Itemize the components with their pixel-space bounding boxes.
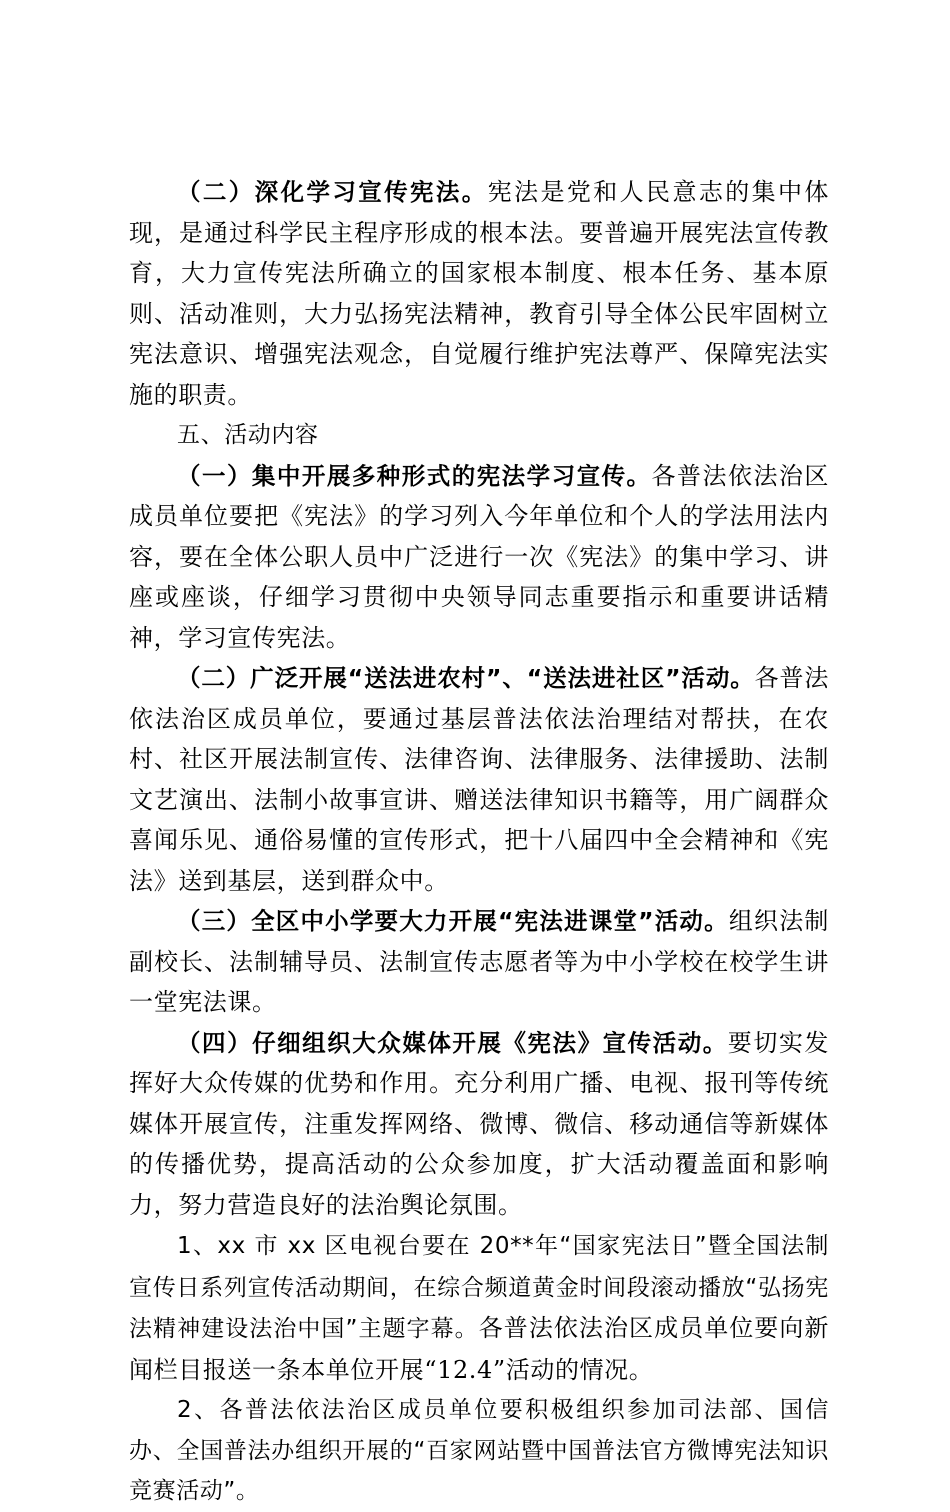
paragraph-body: 各普法依法治区成员单位，要通过基层普法依法治理结对帮扶，在农村、社区开展法制宣传、法律咨询、法律服务、法律援助、法制文艺演出、法制小故事宣讲、赠送法律知识书籍等，用广阔群众喜闻乐见、通俗易懂的宣传形式，把十八届四中全会精神和《宪法》送到基层，送到群众中。 [129,664,829,895]
paragraph-mass-media [129,1023,829,1226]
paragraph-lead: （四）仔细组织大众媒体开展《宪法》宣传活动。 [177,1028,728,1057]
paragraph-body: 宪法是党和人民意志的集中体现，是通过科学民主程序形成的根本法。要普遍开展宪法宣传教育，大力宣传宪法所确立的国家根本制度、根本任务、基本原则、活动准则，大力弘扬宪法精神，教育引导全体公民牢固树立宪法意识、增强宪法观念，自觉履行维护宪法尊严、保障宪法实施的职责。 [129,178,829,409]
paragraph-body: 各普法依法治区成员单位要向新闻栏目报送一条本单位开展“12.4”活动的情况。 [129,1314,830,1384]
paragraph-body: 组织法制副校长、法制辅导员、法制宣传志愿者等为中小学校在校学生讲一堂宪法课。 [129,907,829,1016]
paragraph-constitution-in-classroom [129,901,829,1023]
paragraph-body: 各普法依法治区成员单位要把《宪法》的学习列入今年单位和个人的学法用法内容，要在全体公职人员中广泛进行一次《宪法》的集中学习、讲座或座谈，仔细学习贯彻中央领导同志重要指示和重要讲话精神，学习宣传宪法。 [129,461,830,652]
paragraph-study-campaign [129,456,829,659]
paragraph-sans-part: 1、xx 市 xx 区电视台要在 20**年“国家宪法日”暨全国法制宣传日系列宣传活动期间，在综合频道黄金时间段滚动播放“弘扬宪法精神建设法治中国”主题字幕。 [129,1233,829,1342]
paragraph-lead: （二）深化学习宣传宪法。 [177,178,488,206]
paragraph-item-1-tv-station [129,1225,829,1390]
paragraph-item-2-knowledge-contest: 2、各普法依法治区成员单位要积极组织参加司法部、国信办、全国普法办组织开展的“百家网站暨中国普法官方微博宪法知识竞赛活动”。 [129,1397,829,1504]
paragraph-lead: （三）全区中小学要大力开展“宪法进课堂”活动。 [177,907,729,935]
document-page [129,172,829,1512]
paragraph-body: 要切实发挥好大众传媒的优势和作用。充分利用广播、电视、报刊等传统媒体开展宣传，注重发挥网络、微博、微信、移动通信等新媒体的传播优势，提高活动的公众参加度，扩大活动覆盖面和影响力，努力营造良好的法治舆论氛围。 [129,1028,830,1219]
paragraph-lead: （二）广泛开展“送法进农村”、“送法进社区”活动。 [177,664,755,692]
paragraph-law-to-villages [129,658,829,901]
section-heading-activity-content: 五、活动内容 [177,422,319,448]
paragraph-deepen-constitution-study [129,172,829,415]
paragraph-lead: （一）集中开展多种形式的宪法学习宣传。 [177,461,652,490]
